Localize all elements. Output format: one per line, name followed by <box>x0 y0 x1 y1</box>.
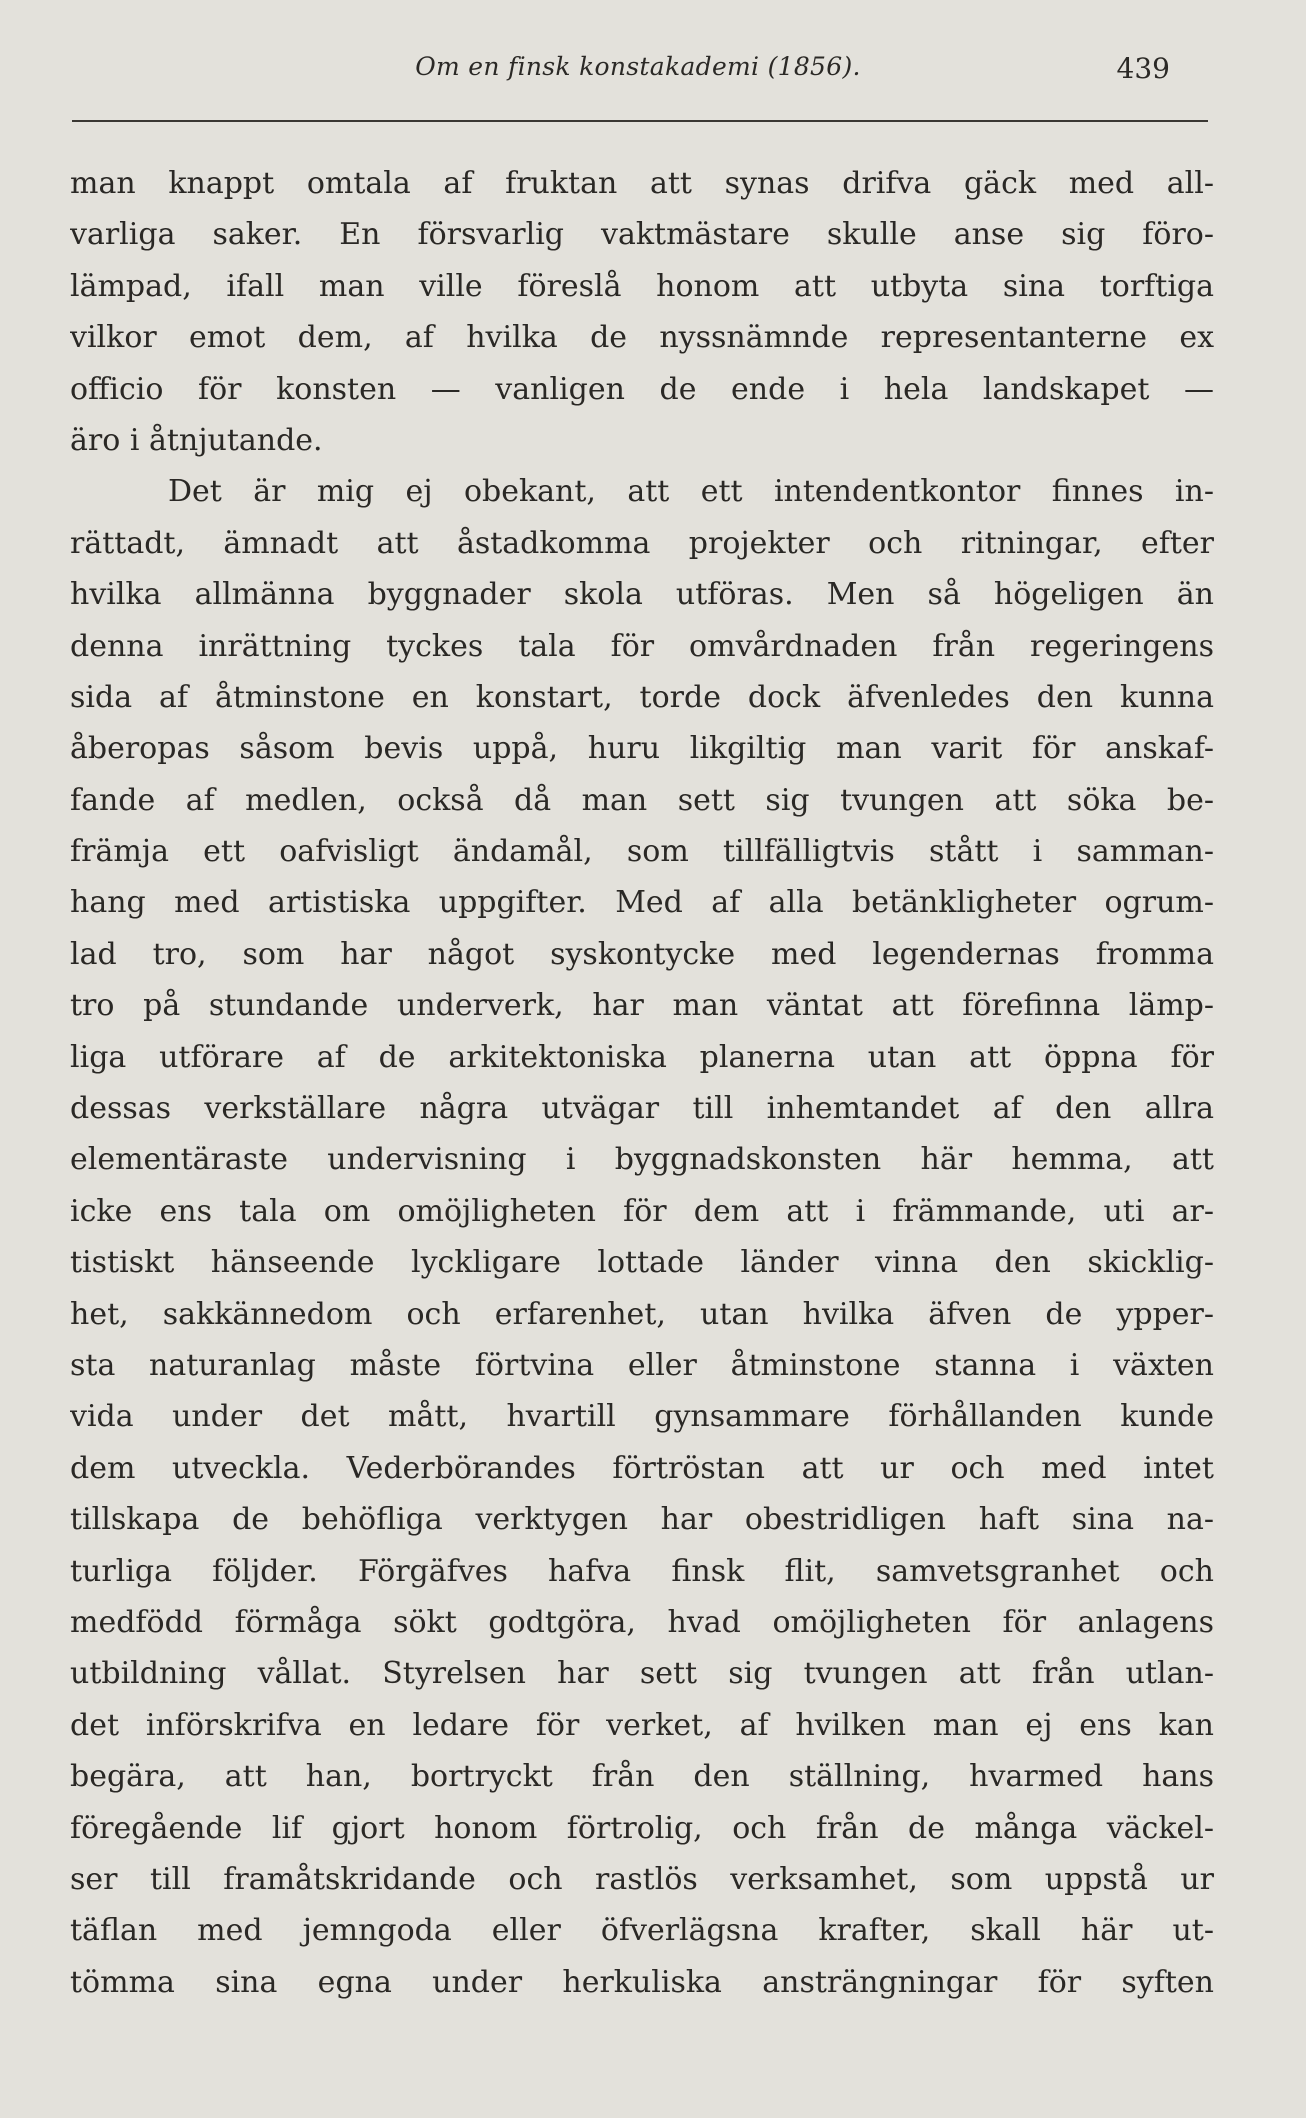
text-line: officio för konsten — vanligen de ende i hela landskapet — <box>70 371 1214 407</box>
text-line: begära, att han, bortryckt från den ställning, hvarmed hans <box>70 1759 1214 1795</box>
body-text <box>70 158 1214 2008</box>
text-line: främja ett oafvisligt ändamål, som tillfälligtvis stått i samman- <box>70 834 1214 870</box>
header-rule <box>72 120 1208 122</box>
text-line: turliga följder. Förgäfves hafva finsk flit, samvetsgranhet och <box>70 1553 1214 1589</box>
text-line: elementäraste undervisning i byggnadskonsten här hemma, att <box>70 1142 1214 1178</box>
text-line: täflan med jemngoda eller öfverlägsna krafter, skall här ut- <box>70 1913 1214 1949</box>
text-line: denna inrättning tyckes tala för omvårdnaden från regeringens <box>70 628 1214 664</box>
text-line: tro på stundande underverk, har man väntat att förefinna lämp- <box>70 988 1214 1024</box>
page-number: 439 <box>1116 52 1170 85</box>
text-line: föregående lif gjort honom förtrolig, och från de många väckel- <box>70 1810 1214 1846</box>
running-title: Om en finsk konstakademi (1856). <box>415 52 861 81</box>
text-line: utbildning vållat. Styrelsen har sett sig tvungen att från utlan- <box>70 1656 1214 1692</box>
text-line: lad tro, som har något syskontycke med legendernas fromma <box>70 936 1214 972</box>
text-line: ser till framåtskridande och rastlös verksamhet, som uppstå ur <box>70 1861 1214 1897</box>
text-line: det införskrifva en ledare för verket, af hvilken man ej ens kan <box>70 1707 1214 1743</box>
text-line: tömma sina egna under herkuliska ansträngningar för syften <box>70 1964 1214 2000</box>
text-line: liga utförare af de arkitektoniska planerna utan att öppna för <box>70 1039 1214 1075</box>
text-line: icke ens tala om omöjligheten för dem att i främmande, uti ar- <box>70 1193 1214 1229</box>
text-line: man knappt omtala af fruktan att synas drifva gäck med all- <box>70 166 1214 201</box>
text-line: dem utveckla. Vederbörandes förtröstan att ur och med intet <box>70 1450 1214 1486</box>
text-line: hang med artistiska uppgifter. Med af alla betänkligheter ogrum- <box>70 885 1214 921</box>
text-line: Det är mig ej obekant, att ett intendentkontor finnes in- <box>168 474 1214 510</box>
text-line: åberopas såsom bevis uppå, huru likgiltig man varit för anskaf- <box>70 731 1214 767</box>
text-line: fande af medlen, också då man sett sig tvungen att söka be- <box>70 782 1214 818</box>
text-line: medfödd förmåga sökt godtgöra, hvad omöjligheten för anlagens <box>70 1604 1214 1640</box>
text-line: varliga saker. En försvarlig vaktmästare skulle anse sig föro- <box>70 217 1214 253</box>
text-line: äro i åtnjutande. <box>70 422 323 458</box>
text-line: vida under det mått, hvartill gynsammare förhållanden kunde <box>70 1399 1214 1435</box>
page-header <box>68 52 1208 92</box>
text-line: hvilka allmänna byggnader skola utföras. Men så högeligen än <box>70 577 1214 613</box>
text-line: tillskapa de behöfliga verktygen har obestridligen haft sina na- <box>70 1502 1214 1538</box>
text-line: vilkor emot dem, af hvilka de nyssnämnde representanterne ex <box>70 320 1214 356</box>
text-line: het, sakkännedom och erfarenhet, utan hvilka äfven de ypper- <box>70 1296 1214 1332</box>
text-line: dessas verkställare några utvägar till inhemtandet af den allra <box>70 1091 1214 1127</box>
text-line: lämpad, ifall man ville föreslå honom att utbyta sina torftiga <box>70 268 1214 304</box>
text-line: sida af åtminstone en konstart, torde dock äfvenledes den kunna <box>70 679 1214 715</box>
text-line: tistiskt hänseende lyckligare lottade länder vinna den skicklig- <box>70 1245 1214 1281</box>
text-line: rättadt, ämnadt att åstadkomma projekter och ritningar, efter <box>70 525 1214 561</box>
text-line: sta naturanlag måste förtvina eller åtminstone stanna i växten <box>70 1347 1214 1383</box>
